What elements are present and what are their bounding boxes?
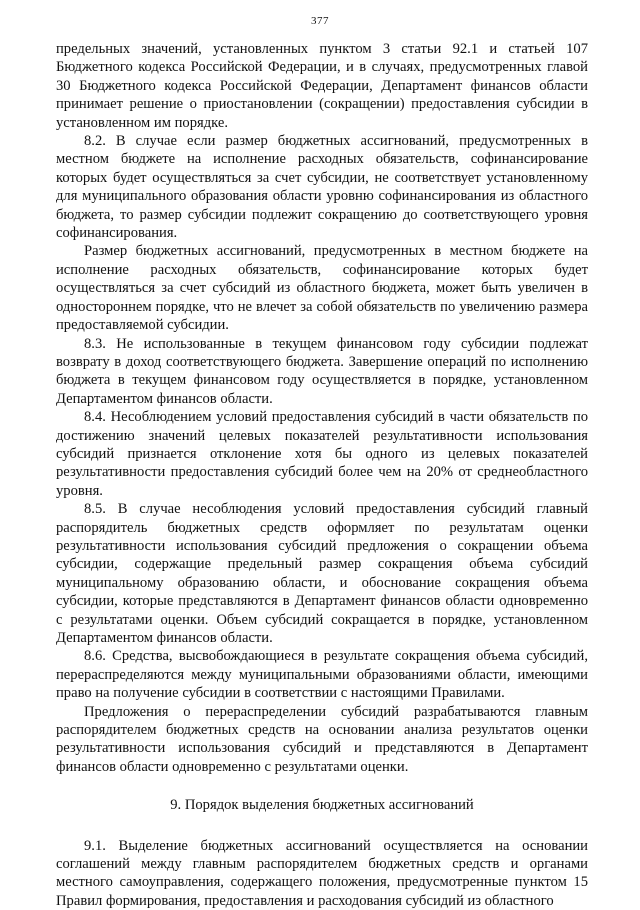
paragraph-9-1: 9.1. Выделение бюджетных ассигнований осуществляется на основании соглашений между главным распорядителем бюджетных средств и органами местного самоуправления, содержащего положения, предусмотренные пунктом 15 Правил формирования, предоставления и расходования субсидий из областного: [56, 837, 588, 909]
paragraph-8-5: 8.5. В случае несоблюдения условий предоставления субсидий главный распорядитель бюджетных средств оформляет по результатам оценки результативности использования субсидий предложения о сокращении объема субсидии, содержащие предельный размер сокращения объема субсидий муниципальному образованию области, и обоснование сокращения объема субсидии, которые представляются в Департамент финансов области одновременно с результатами оценки. Объем субсидий сокращается в порядке, установленном Департаментом финансов области.: [56, 501, 588, 646]
paragraph-8-2-cont: Размер бюджетных ассигнований, предусмотренных в местном бюджете на исполнение расходных обязательств, софинансирование которых будет осуществляться за счет субсидий из областного бюджета, может быть увеличен в одностороннем порядке, что не влечет за собой обязательств по увеличению размера предоставляемой субсидии.: [56, 243, 588, 334]
paragraph-8-6-cont: Предложения о перераспределении субсидий разрабатываются главным распорядителем бюджетных средств на основании анализа результатов оценки результативности использования субсидий и представляются в Департамент финансов области одновременно с результатами оценки.: [56, 703, 588, 775]
paragraph-8-4: 8.4. Несоблюдением условий предоставления субсидий в части обязательств по достижению значений целевых показателей результативности использования субсидий признается отклонение хотя бы одного из целевых показателей результативности предоставления субсидий более чем на 20% от среднеобластного уровня.: [56, 409, 588, 499]
paragraph-8-6: 8.6. Средства, высвобождающиеся в результате сокращения объема субсидий, перераспределяются между муниципальными образованиями области, имеющими право на получение субсидии в соответствии с настоящими Правилами.: [56, 648, 588, 702]
document-body: [56, 40, 588, 910]
page-number: 377: [311, 15, 329, 27]
paragraph-8-2: 8.2. В случае если размер бюджетных ассигнований, предусмотренных в местном бюджете на исполнение расходных обязательств, софинансирование которых будет осуществляться за счет субсидии, не соответствует установленному для муниципального образования области уровню софинансирования из областного бюджета, то размер субсидии подлежит сокращению до соответствующего уровня софинансирования.: [56, 133, 588, 242]
section-heading: 9. Порядок выделения бюджетных ассигнований: [170, 797, 474, 814]
paragraph-8-3: 8.3. Не использованные в текущем финансовом году субсидии подлежат возврату в доход соответствующего бюджета. Завершение операций по исполнению бюджета в текущем финансовом году осуществляется в порядке, установленном Департаментом финансов области.: [56, 335, 588, 407]
paragraph-continuation: предельных значений, установленных пунктом 3 статьи 92.1 и статьей 107 Бюджетного кодекса Российской Федерации, и в случаях, предусмотренных главой 30 Бюджетного кодекса Российской Федерации, Департамент финансов области принимает решение о приостановлении (сокращении) предоставления субсидии в установленном им порядке.: [56, 41, 588, 131]
